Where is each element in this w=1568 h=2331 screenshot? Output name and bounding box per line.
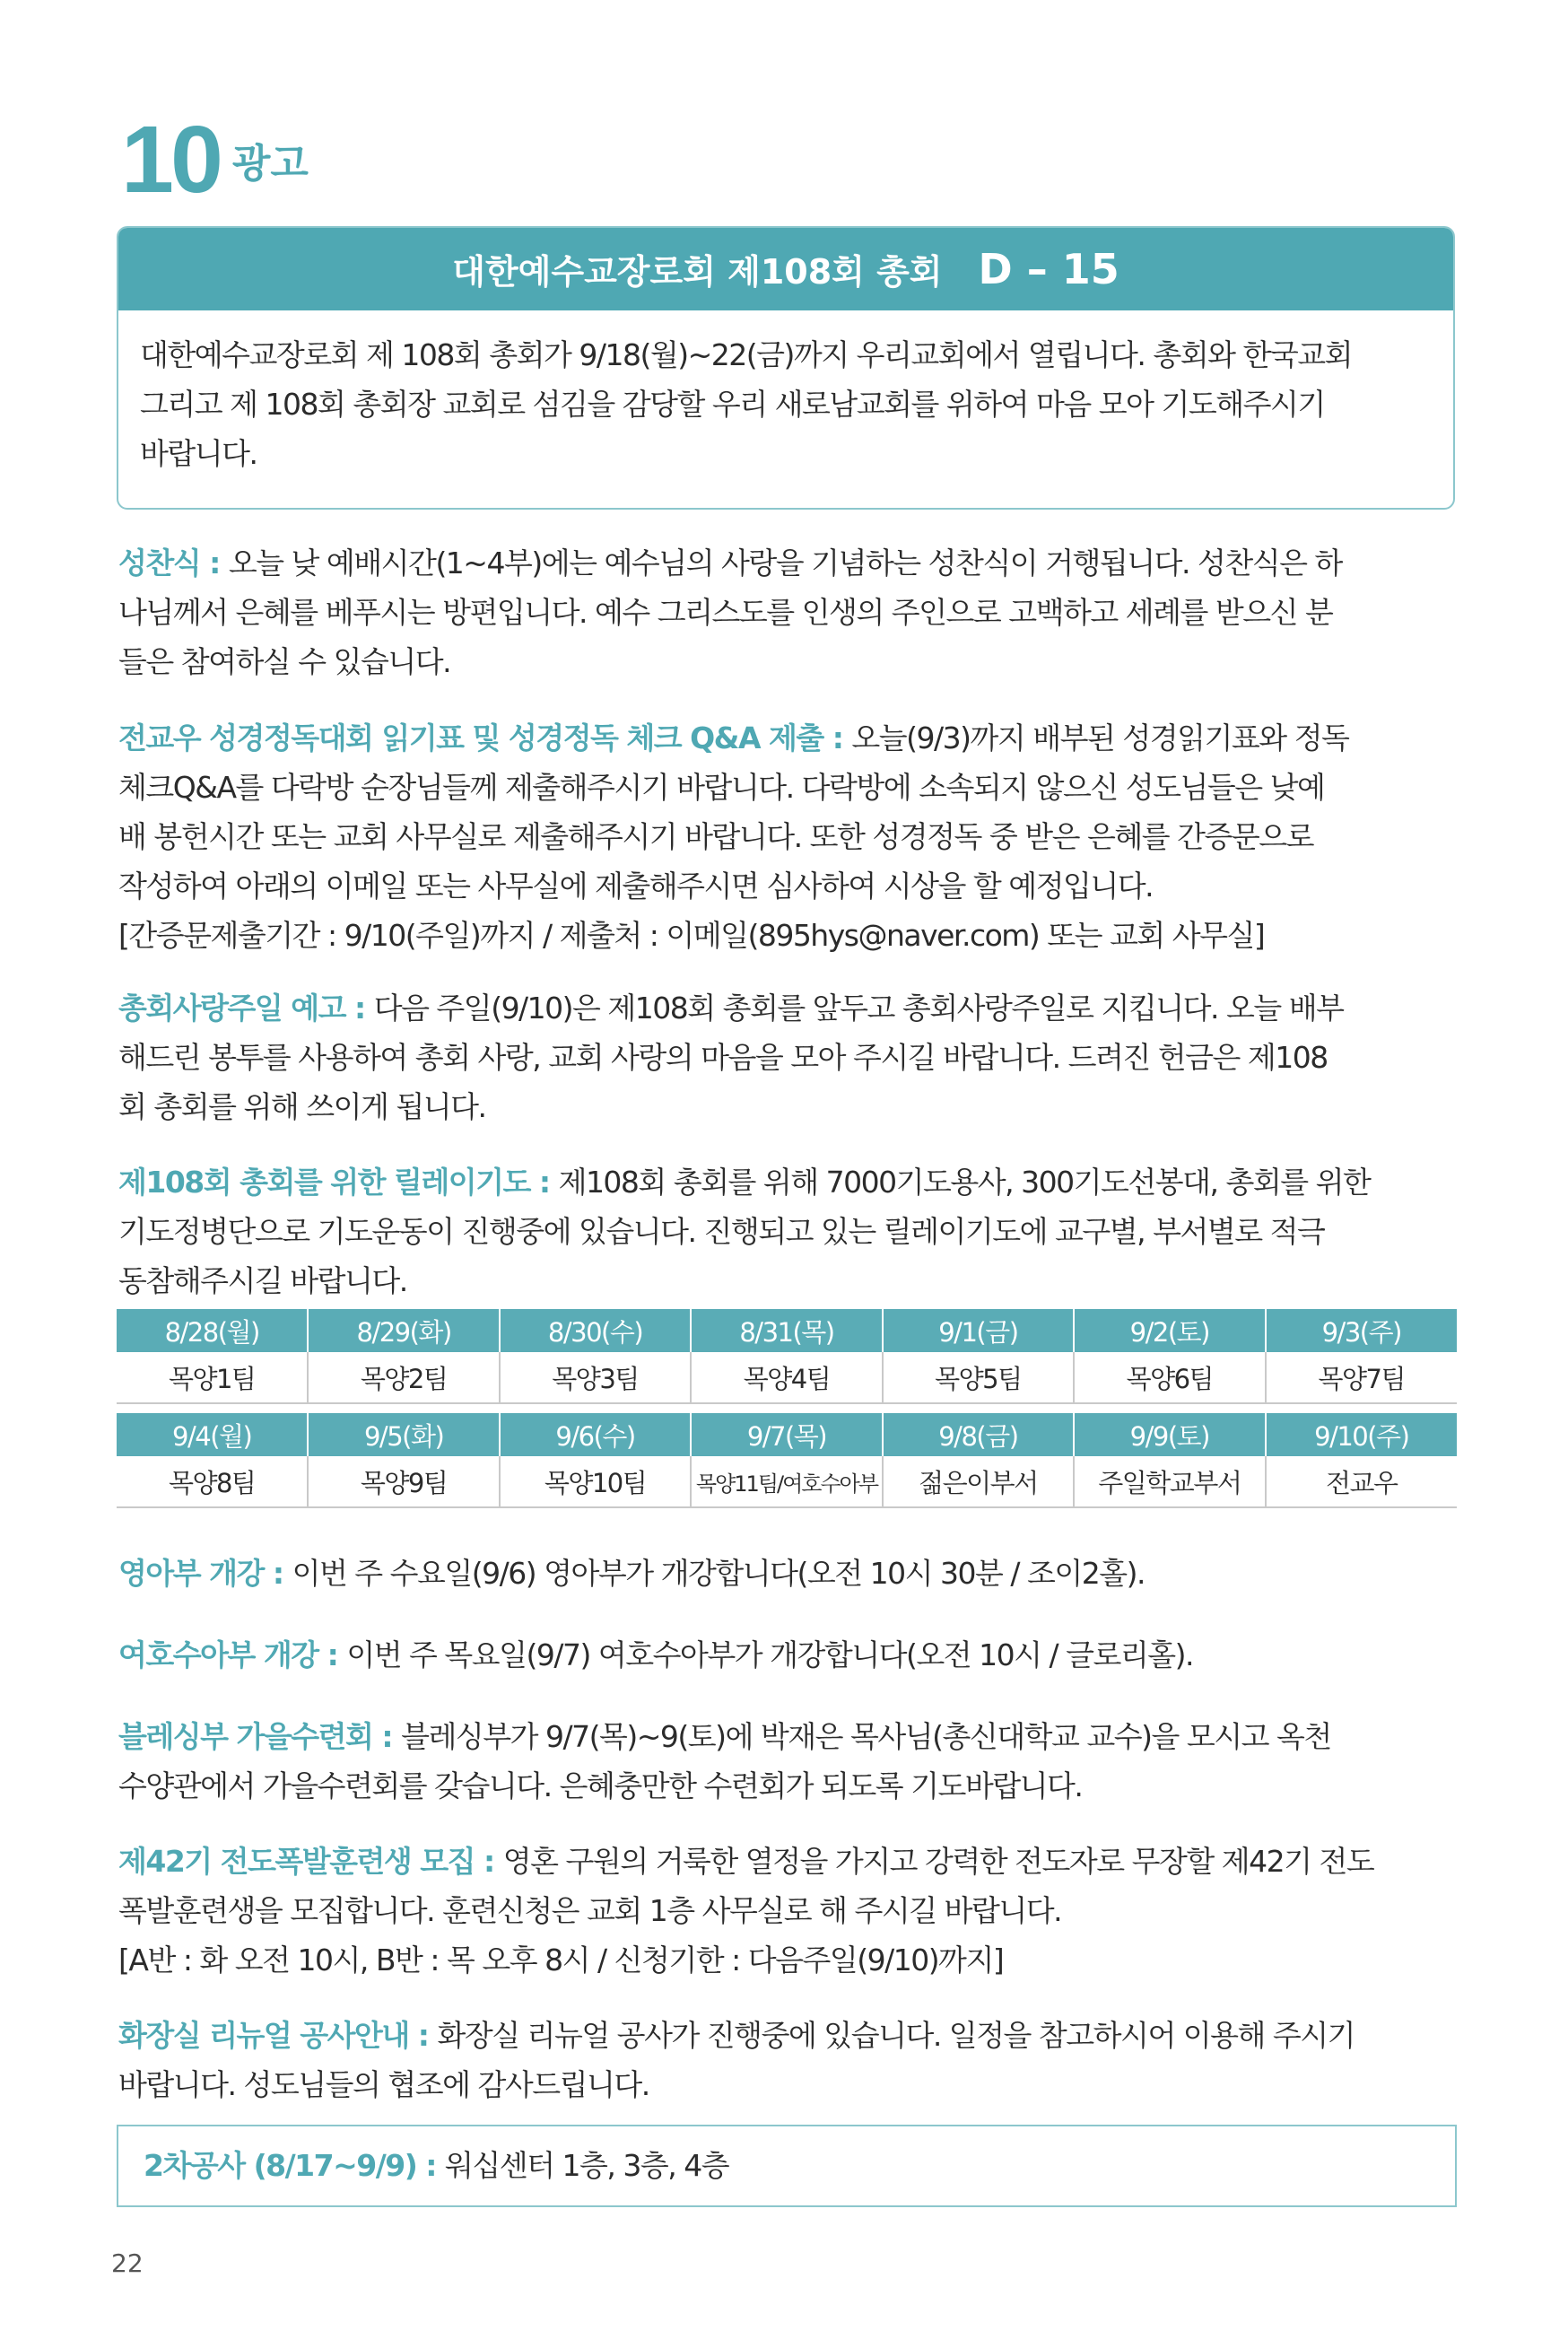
schedule-team-row <box>117 1352 1457 1403</box>
schedule-date: 9/1(금) <box>883 1309 1074 1352</box>
schedule-team: 목양2팀 <box>308 1352 499 1403</box>
notice-label: 제108회 총회를 위한 릴레이기도 : <box>118 1165 559 1200</box>
notice-line: [A반 : 화 오전 10시, B반 : 목 오후 8시 / 신청기한 : 다음주일(9/10)까지] <box>118 1942 1004 1977</box>
schedule-team: 목양3팀 <box>500 1352 691 1403</box>
notice-line: 전교우 성경정독대회 읽기표 및 성경정독 체크 Q&A 제출 : 오늘(9/3)까지 배부된 성경읽기표와 정독 <box>118 720 1349 755</box>
notice-infant-dept <box>118 1549 1457 1598</box>
dday-line: 대한예수교장로회 제 108회 총회가 9/18(월)~22(금)까지 우리교회에서 열립니다. 총회와 한국교회 <box>140 337 1352 372</box>
notice-line: 체크Q&A를 다락방 순장님들께 제출해주시기 바랍니다. 다락방에 소속되지 않으신 성도님들은 낮예 <box>118 770 1325 805</box>
notice-line: 성찬식 : 오늘 낮 예배시간(1~4부)에는 예수님의 사랑을 기념하는 성찬식이 거행됩니다. 성찬식은 하 <box>118 546 1342 581</box>
notice-line: 폭발훈련생을 모집합니다. 훈련신청은 교회 1층 사무실로 해 주시길 바랍니다. <box>118 1893 1062 1928</box>
notice-assembly-sunday <box>118 983 1457 1131</box>
schedule-team: 주일학교부서 <box>1074 1456 1265 1507</box>
schedule-date: 9/5(화) <box>308 1413 499 1456</box>
notice-line: 회 총회를 위해 쓰이게 됩니다. <box>118 1089 486 1124</box>
schedule-spacer <box>117 1403 1457 1413</box>
notice-communion <box>118 538 1457 686</box>
notice-line: 동참해주시길 바랍니다. <box>118 1263 407 1298</box>
notice-line: 기도정병단으로 기도운동이 진행중에 있습니다. 진행되고 있는 릴레이기도에 교구별, 부서별로 적극 <box>118 1214 1325 1249</box>
schedule-team: 목양10팀 <box>500 1456 691 1507</box>
dday-line: 그리고 제 108회 총회장 교회로 섬김을 감당할 우리 새로남교회를 위하여 마음 모아 기도해주시기 <box>140 387 1325 422</box>
notice-line: 해드린 봉투를 사용하여 총회 사랑, 교회 사랑의 마음을 모아 주시길 바랍니다. 드려진 헌금은 제108 <box>118 1040 1328 1075</box>
notice-line: 바랍니다. 성도님들의 협조에 감사드립니다. <box>118 2067 649 2102</box>
notice-blessing-retreat <box>118 1712 1457 1811</box>
schedule-team: 젊은이부서 <box>883 1456 1074 1507</box>
page-number: 22 <box>111 2248 144 2278</box>
relay-prayer-schedule <box>117 1309 1457 1508</box>
schedule-team: 목양1팀 <box>117 1352 308 1403</box>
schedule-date: 8/30(수) <box>500 1309 691 1352</box>
schedule-date: 8/31(목) <box>691 1309 882 1352</box>
schedule-date: 9/3(주) <box>1266 1309 1457 1352</box>
notice-restroom-renovation <box>118 2011 1457 2109</box>
assembly-title: 대한예수교장로회 제108회 총회 <box>452 252 943 292</box>
notice-joshua-dept <box>118 1630 1457 1680</box>
notice-relay-prayer <box>118 1157 1457 1305</box>
schedule-team: 목양8팀 <box>117 1456 308 1507</box>
notice-line: 화장실 리뉴얼 공사안내 : 화장실 리뉴얼 공사가 진행중에 있습니다. 일정을 참고하시어 이용해 주시기 <box>118 2018 1355 2053</box>
dday-counter: D – 15 <box>978 245 1119 293</box>
schedule-date: 9/9(토) <box>1074 1413 1265 1456</box>
schedule-date-row <box>117 1309 1457 1352</box>
notice-line: 블레싱부 가을수련회 : 블레싱부가 9/7(목)~9(토)에 박재은 목사님(총신대학교 교수)을 모시고 옥천 <box>118 1719 1331 1754</box>
schedule-date: 9/4(월) <box>117 1413 308 1456</box>
schedule-date: 8/28(월) <box>117 1309 308 1352</box>
schedule-team: 목양9팀 <box>308 1456 499 1507</box>
renovation-schedule-box <box>117 2125 1457 2207</box>
notice-line: 들은 참여하실 수 있습니다. <box>118 644 451 679</box>
notice-line: 영아부 개강 : 이번 주 수요일(9/6) 영아부가 개강합니다(오전 10시 30분 / 조이2홀). <box>118 1556 1145 1591</box>
notice-line: 제108회 총회를 위한 릴레이기도 : 제108회 총회를 위해 7000기도용사, 300기도선봉대, 총회를 위한 <box>118 1165 1371 1200</box>
schedule-team: 목양6팀 <box>1074 1352 1265 1403</box>
notice-bible-reading <box>118 713 1457 960</box>
schedule-date: 9/2(토) <box>1074 1309 1265 1352</box>
notice-evangelism-training <box>118 1837 1457 1985</box>
notice-line: 나님께서 은혜를 베푸시는 방편입니다. 예수 그리스도를 인생의 주인으로 고백하고 세례를 받으신 분 <box>118 595 1333 630</box>
schedule-date: 8/29(화) <box>308 1309 499 1352</box>
notice-label: 여호수아부 개강 : <box>118 1637 347 1672</box>
assembly-dday-box <box>117 226 1455 510</box>
notice-label: 총회사랑주일 예고 : <box>118 991 374 1026</box>
dday-title-bar <box>118 228 1453 310</box>
schedule-date: 9/7(목) <box>691 1413 882 1456</box>
notice-label: 제42기 전도폭발훈련생 모집 : <box>118 1844 503 1879</box>
schedule-date: 9/10(주) <box>1266 1413 1457 1456</box>
notice-label: 영아부 개강 : <box>118 1556 292 1591</box>
notice-line: 수양관에서 가을수련회를 갖습니다. 은혜충만한 수련회가 되도록 기도바랍니다. <box>118 1768 1083 1803</box>
schedule-team-row <box>117 1456 1457 1507</box>
schedule-team: 전교우 <box>1266 1456 1457 1507</box>
renovation-location: 워십센터 1층, 3층, 4층 <box>445 2148 729 2183</box>
schedule-team: 목양4팀 <box>691 1352 882 1403</box>
notice-label: 블레싱부 가을수련회 : <box>118 1719 402 1754</box>
notice-label: 전교우 성경정독대회 읽기표 및 성경정독 체크 Q&A 제출 : <box>118 720 852 755</box>
schedule-date-row <box>117 1413 1457 1456</box>
notice-line: [간증문제출기간 : 9/10(주일)까지 / 제출처 : 이메일(895hys@naver.com) 또는 교회 사무실] <box>118 918 1265 953</box>
dday-body <box>118 310 1453 478</box>
notice-label: 화장실 리뉴얼 공사안내 : <box>118 2018 438 2053</box>
dday-line: 바랍니다. <box>140 436 257 471</box>
page-header <box>121 106 309 214</box>
schedule-date: 9/6(수) <box>500 1413 691 1456</box>
renovation-phase-label: 2차공사 (8/17~9/9) : <box>144 2148 445 2183</box>
notice-line: 총회사랑주일 예고 : 다음 주일(9/10)은 제108회 총회를 앞두고 총회사랑주일로 지킵니다. 오늘 배부 <box>118 991 1344 1026</box>
notice-line: 배 봉헌시간 또는 교회 사무실로 제출해주시기 바랍니다. 또한 성경정독 중 받은 은혜를 간증문으로 <box>118 819 1313 854</box>
notice-line: 여호수아부 개강 : 이번 주 목요일(9/7) 여호수아부가 개강합니다(오전 10시 / 글로리홀). <box>118 1637 1194 1672</box>
schedule-team: 목양11팀/여호수아부 <box>691 1456 882 1507</box>
section-number: 10 <box>121 107 220 213</box>
schedule-date: 9/8(금) <box>883 1413 1074 1456</box>
section-title: 광고 <box>231 141 309 187</box>
notice-line: 작성하여 아래의 이메일 또는 사무실에 제출해주시면 심사하여 시상을 할 예정입니다. <box>118 869 1154 904</box>
notice-label: 성찬식 : <box>118 546 229 581</box>
schedule-team: 목양5팀 <box>883 1352 1074 1403</box>
notice-line: 제42기 전도폭발훈련생 모집 : 영혼 구원의 거룩한 열정을 가지고 강력한 전도자로 무장할 제42기 전도 <box>118 1844 1374 1879</box>
schedule-team: 목양7팀 <box>1266 1352 1457 1403</box>
